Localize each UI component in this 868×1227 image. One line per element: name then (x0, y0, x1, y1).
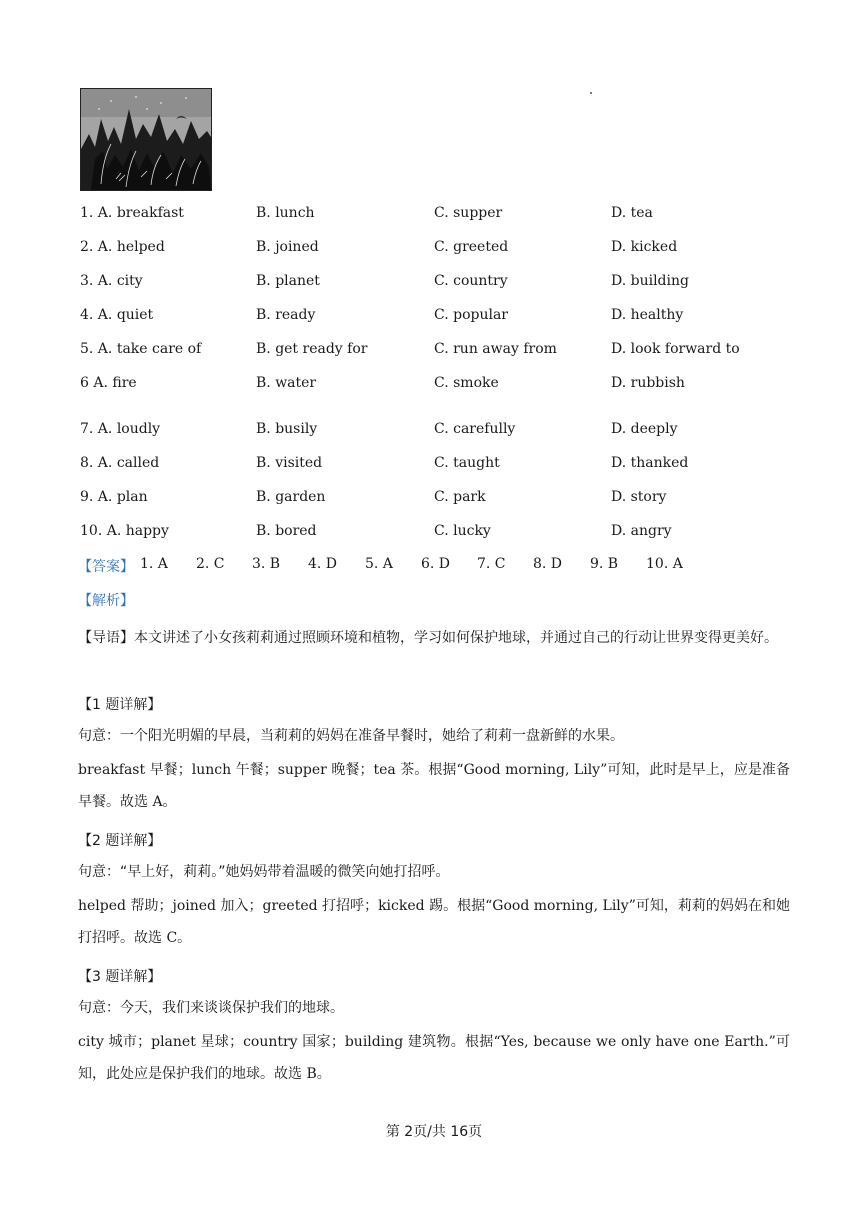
option-row (80, 523, 800, 545)
option-d: D. thanked (611, 455, 689, 471)
q3-heading: 【3 题详解】 (78, 969, 162, 985)
answer-item: 9. B (590, 556, 619, 572)
option-b: B. busily (256, 421, 318, 437)
option-d: D. angry (611, 523, 672, 539)
option-a: 6 A. fire (80, 375, 137, 391)
option-a: 9. A. plan (80, 489, 148, 505)
option-a: 2. A. helped (80, 239, 165, 255)
option-b: B. joined (256, 239, 319, 255)
option-row (80, 205, 800, 227)
option-a: 7. A. loudly (80, 421, 161, 437)
option-d: D. healthy (611, 307, 684, 323)
answer-line (78, 556, 683, 576)
option-a: 10. A. happy (80, 523, 169, 539)
option-d: D. story (611, 489, 667, 505)
option-c: C. popular (434, 307, 508, 323)
option-a: 5. A. take care of (80, 341, 202, 357)
option-a: 1. A. breakfast (80, 205, 184, 221)
option-row (80, 239, 800, 261)
q3-meaning: 句意：今天，我们来谈谈保护我们的地球。 (78, 1000, 344, 1016)
guide-paragraph: 【导语】本文讲述了小女孩莉莉通过照顾环境和植物，学习如何保护地球，并通过自己的行动让世界变得更美好。 (78, 630, 778, 646)
option-d: D. rubbish (611, 375, 685, 391)
option-b: B. bored (256, 523, 317, 539)
option-b: B. planet (256, 273, 320, 289)
answer-item: 4. D (308, 556, 338, 572)
answer-item: 3. B (252, 556, 281, 572)
option-c: C. carefully (434, 421, 516, 437)
option-c: C. smoke (434, 375, 499, 391)
q1-heading: 【1 题详解】 (78, 697, 162, 713)
option-b: B. garden (256, 489, 326, 505)
option-c: C. country (434, 273, 508, 289)
option-row (80, 455, 800, 477)
answer-item: 1. A (140, 556, 168, 572)
option-c: C. park (434, 489, 486, 505)
option-d: D. building (611, 273, 689, 289)
option-b: B. visited (256, 455, 323, 471)
option-b: B. lunch (256, 205, 315, 221)
option-b: B. get ready for (256, 341, 368, 357)
answer-item: 5. A (365, 556, 393, 572)
option-row (80, 307, 800, 329)
stray-dot (590, 92, 592, 94)
option-c: C. greeted (434, 239, 509, 255)
answer-tag: 【答案】 (78, 559, 134, 575)
answer-item: 6. D (421, 556, 451, 572)
option-row (80, 273, 800, 295)
option-row (80, 375, 800, 397)
option-a: 8. A. called (80, 455, 160, 471)
option-b: B. water (256, 375, 317, 391)
option-d: D. kicked (611, 239, 678, 255)
option-row (80, 341, 800, 363)
option-row (80, 489, 800, 511)
option-c: C. lucky (434, 523, 491, 539)
option-a: 3. A. city (80, 273, 143, 289)
option-b: B. ready (256, 307, 316, 323)
q2-explanation: helped 帮助；joined 加入；greeted 打招呼；kicked 踢。根据“Good morning, Lily”可知，莉莉的妈妈在和她打招呼。故选 C。 (78, 898, 790, 946)
answer-item: 10. A (646, 556, 683, 572)
option-c: C. supper (434, 205, 503, 221)
answer-item: 7. C (477, 556, 506, 572)
forest-illustration (80, 88, 212, 191)
page-footer: 第 2页/共 16页 (385, 1124, 483, 1140)
q3-explanation: city 城市；planet 星球；country 国家；building 建筑物。根据“Yes, because we only have one Earth.”可知，此处应是保护我们的地球。故选 B。 (78, 1034, 790, 1082)
answer-item: 2. C (196, 556, 225, 572)
q2-heading: 【2 题详解】 (78, 833, 162, 849)
option-a: 4. A. quiet (80, 307, 154, 323)
option-row (80, 421, 800, 443)
option-d: D. deeply (611, 421, 678, 437)
q2-meaning: 句意：“早上好，莉莉。”她妈妈带着温暖的微笑向她打招呼。 (78, 864, 450, 880)
q1-meaning: 句意：一个阳光明媚的早晨，当莉莉的妈妈在准备早餐时，她给了莉莉一盘新鲜的水果。 (78, 728, 624, 744)
option-c: C. run away from (434, 341, 557, 357)
answer-item: 8. D (533, 556, 563, 572)
option-d: D. look forward to (611, 341, 740, 357)
analysis-tag: 【解析】 (78, 593, 134, 609)
option-d: D. tea (611, 205, 653, 221)
q1-explanation: breakfast 早餐；lunch 午餐；supper 晚餐；tea 茶。根据“Good morning, Lily”可知，此时是早上，应是准备早餐。故选 A。 (78, 762, 790, 810)
option-c: C. taught (434, 455, 500, 471)
